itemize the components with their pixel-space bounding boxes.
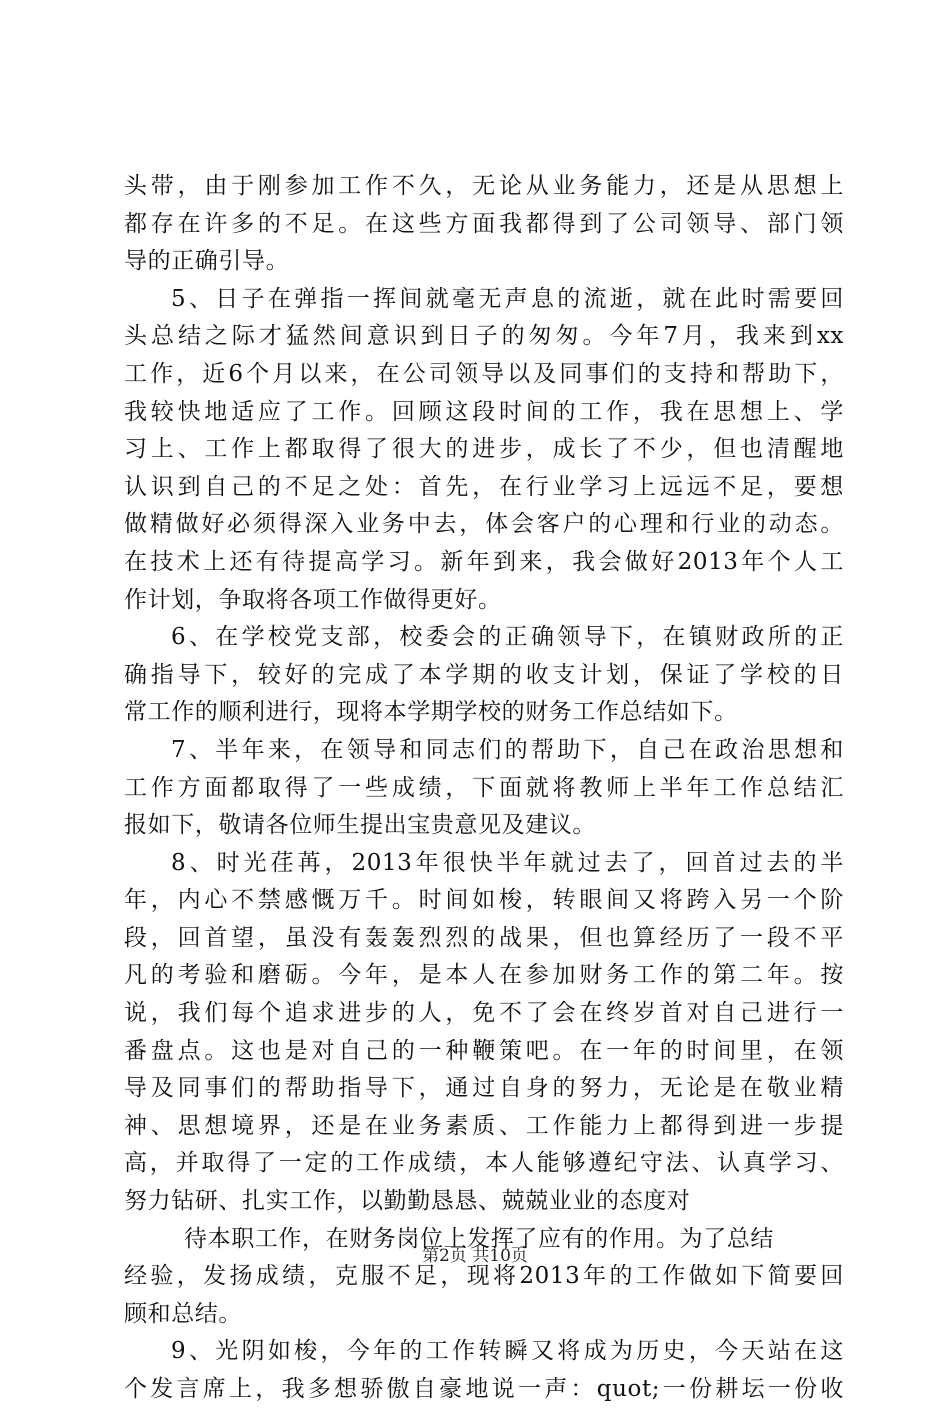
text-line: 认识到自己的不足之处：首先，在行业学习上远远不足，要想 [124,473,844,500]
paragraph-6-start: 6、在学校党支部，校委会的正确领导下，在镇财政所的正 [171,624,844,651]
text-line: 年，内心不禁感慨万千。时间如梭，转眼间又将跨入另一个阶 [124,887,844,914]
text-line: 头带，由于刚参加工作不久，无论从业务能力，还是从思想上 [124,173,844,199]
text-line: 经验，发扬成绩，克服不足，现将2013年的工作做如下简要回 [124,1263,844,1290]
paragraph-8-start: 8、时光荏苒，2013年很快半年就过去了，回首过去的半 [171,849,844,876]
text-line: 工作，近6个月以来，在公司领导以及同事们的支持和帮助下， [124,360,844,387]
text-line: 顾和总结。 [124,1300,242,1327]
text-line: 常工作的顺利进行，现将本学期学校的财务工作总结如下。 [124,699,738,726]
text-line: 神、思想境界，还是在业务素质、工作能力上都得到进一步提 [124,1112,844,1139]
text-line: 习上、工作上都取得了很大的进步，成长了不少，但也清醒地 [124,436,844,463]
text-line: 番盘点。这也是对自己的一种鞭策吧。在一年的时间里，在领 [124,1037,844,1064]
text-line: 导及同事们的帮助指导下，通过自身的努力，无论是在敬业精 [124,1075,844,1102]
text-line: 在技术上还有待提高学习。新年到来，我会做好2013年个人工 [124,548,844,575]
text-line: 凡的考验和磨砺。今年，是本人在参加财务工作的第二年。按 [124,962,844,989]
text-line: 确指导下，较好的完成了本学期的收支计划，保证了学校的日 [124,661,844,688]
text-line: 头总结之际才猛然间意识到日子的匆匆。今年7月，我来到xx [124,323,844,350]
text-line: 说，我们每个追求进步的人，免不了会在终岁首对自己进行一 [124,1000,844,1027]
page-number-footer: 第2页 共10页 [422,1246,528,1266]
text-line: 作计划，争取将各项工作做得更好。 [124,586,502,613]
paragraph-7-start: 7、半年来，在领导和同志们的帮助下，自己在政治思想和 [171,736,844,763]
text-line: 做精做好必须得深入业务中去，体会客户的心理和行业的动态。 [124,511,844,538]
text-line: 个发言席上，我多想骄傲自豪地说一声：quot;一份耕坛一份收 [124,1376,844,1402]
text-line: 工作方面都取得了一些成绩，下面就将教师上半年工作总结汇 [124,774,844,801]
document-body [124,168,844,1409]
text-line: 导的正确引导。 [124,248,290,275]
text-line: 段，回首望，虽没有轰轰烈烈的战果，但也算经历了一段不平 [124,924,844,951]
text-line: 我较快地适应了工作。回顾这段时间的工作，我在思想上、学 [124,398,844,425]
text-line: 高，并取得了一定的工作成绩，本人能够遵纪守法、认真学习、 [124,1150,844,1177]
text-line: 努力钻研、扎实工作，以勤勤恳恳、兢兢业业的态度对 [124,1188,691,1215]
text-line: 都存在许多的不足。在这些方面我都得到了公司领导、部门领 [124,210,844,237]
text-line: 待本职工作，在财务岗位上发挥了应有的作用。为了总结 [184,1225,774,1252]
paragraph-9-start: 9、光阴如梭，今年的工作转瞬又将成为历史，今天站在这 [171,1338,844,1365]
text-line: 报如下，敬请各位师生提出宝贵意见及建议。 [124,812,596,839]
paragraph-5-start: 5、日子在弹指一挥间就毫无声息的流逝，就在此时需要回 [171,285,844,312]
